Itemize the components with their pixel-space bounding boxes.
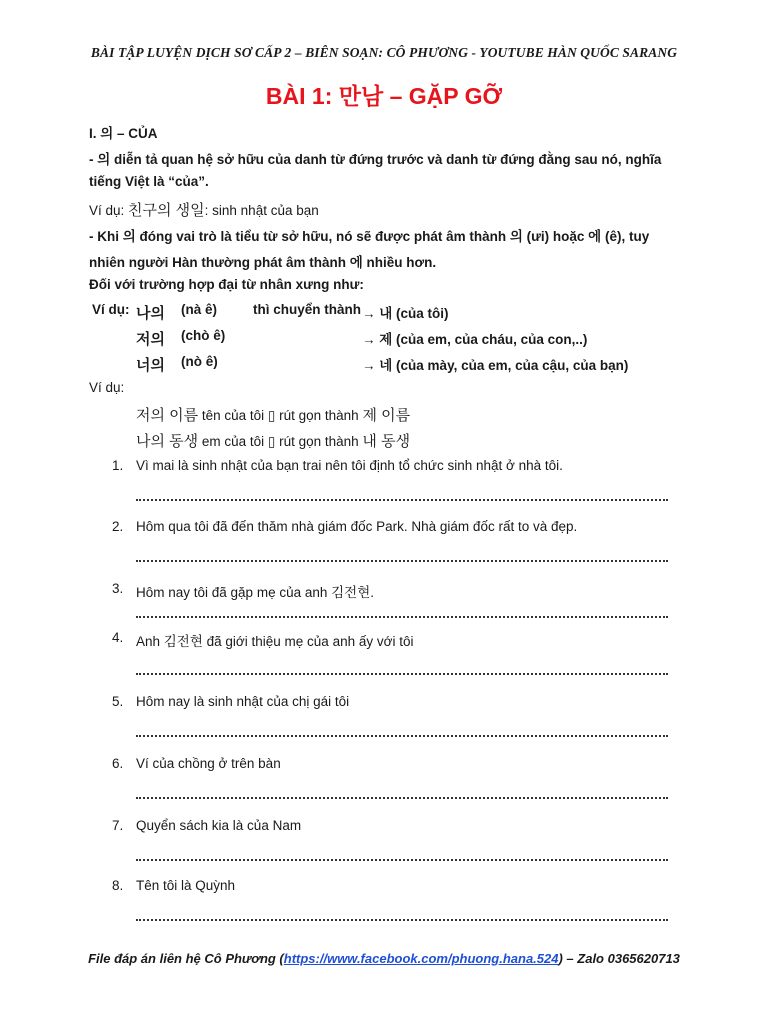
pronoun-row-3 — [0, 354, 768, 374]
exercise-number: 8. — [112, 878, 124, 893]
exercise-number: 4. — [112, 630, 124, 645]
pronoun-pronunciation: (nò ê) — [181, 354, 218, 369]
pronoun-connector: thì chuyển thành — [253, 302, 361, 317]
exercise-text: Hôm qua tôi đã đến thăm nhà giám đốc Park. Nhà giám đốc rất to và đẹp. — [136, 519, 578, 534]
facebook-link[interactable]: https://www.facebook.com/phuong.hana.524 — [283, 951, 559, 966]
short-example-contracted: 제 이름 — [362, 407, 411, 424]
paragraph-3: Đối với trường hợp đại từ nhân xưng như: — [89, 277, 364, 292]
footer-suffix: ) – Zalo 0365620713 — [558, 951, 680, 966]
exercise-text: Hôm nay tôi đã gặp mẹ của anh 김전현. — [136, 585, 374, 600]
answer-line[interactable] — [136, 793, 668, 799]
exercise-text: Anh 김전현 đã giới thiệu mẹ của anh ấy với tôi — [136, 634, 414, 649]
pronoun-word: 저의 — [136, 331, 165, 348]
footer-prefix: File đáp án liên hệ Cô Phương ( — [88, 951, 284, 966]
short-example-korean: 저의 이름 — [136, 407, 199, 424]
pronoun-pronunciation: (nà ê) — [181, 302, 218, 317]
short-example-vietnamese: em của tôi ▯ rút gọn thành — [198, 434, 363, 449]
exercise-text: Vì mai là sinh nhật của bạn trai nên tôi định tổ chức sinh nhật ở nhà tôi. — [136, 458, 563, 473]
short-example-korean: 나의 동생 — [136, 433, 199, 450]
exercise-number: 7. — [112, 818, 124, 833]
section-heading: I. 의 – CỦA — [89, 126, 158, 141]
short-example-contracted: 내 동생 — [362, 433, 411, 450]
pronoun-row-1 — [0, 302, 768, 322]
exercise-number: 6. — [112, 756, 124, 771]
paragraph-1-line-1: - 의 diễn tả quan hệ sở hữu của danh từ đứng trước và danh từ đứng đằng sau nó, nghĩa — [89, 152, 662, 167]
lesson-title: BÀI 1: 만남 – GẶP GỠ — [265, 83, 503, 109]
examples-label: Ví dụ: — [89, 380, 125, 395]
example-1-label: Ví dụ: — [89, 203, 129, 218]
exercise-number: 1. — [112, 458, 124, 473]
short-example-vietnamese: tên của tôi ▯ rút gọn thành — [198, 408, 363, 423]
answer-line[interactable] — [136, 556, 668, 562]
pronoun-result: → 제 (của em, của cháu, của con,..) — [362, 332, 588, 347]
pronoun-pronunciation: (chò ê) — [181, 328, 226, 343]
paragraph-2-line-2: nhiên người Hàn thường phát âm thành 에 nhiều hơn. — [89, 255, 437, 270]
footer — [0, 951, 768, 966]
pronoun-example-label: Ví dụ: — [92, 302, 130, 317]
pronoun-result: → 네 (của mày, của em, của cậu, của bạn) — [362, 358, 629, 373]
exercise-number: 3. — [112, 581, 124, 596]
exercise-text: Tên tôi là Quỳnh — [136, 878, 236, 893]
example-1 — [89, 199, 319, 220]
answer-line[interactable] — [136, 855, 668, 861]
answer-line[interactable] — [136, 612, 668, 618]
document-header: BÀI TẬP LUYỆN DỊCH SƠ CẤP 2 – BIÊN SOẠN: CÔ PHƯƠNG - YOUTUBE HÀN QUỐC SARANG — [90, 45, 678, 60]
paragraph-2-line-1: - Khi 의 đóng vai trò là tiểu từ sở hữu, nó sẽ được phát âm thành 의 (ưi) hoặc 에 (ê), tuy — [89, 229, 650, 244]
exercise-number: 2. — [112, 519, 124, 534]
short-example-1 — [136, 404, 410, 425]
answer-line[interactable] — [136, 915, 668, 921]
exercise-text: Hôm nay là sinh nhật của chị gái tôi — [136, 694, 350, 709]
answer-line[interactable] — [136, 669, 668, 675]
pronoun-word: 너의 — [136, 357, 165, 374]
exercise-number: 5. — [112, 694, 124, 709]
answer-line[interactable] — [136, 731, 668, 737]
pronoun-row-2 — [0, 328, 768, 348]
pronoun-word: 나의 — [136, 305, 165, 322]
pronoun-result: → 내 (của tôi) — [362, 306, 449, 321]
exercise-text: Quyển sách kia là của Nam — [136, 818, 302, 833]
exercise-text: Ví của chồng ở trên bàn — [136, 756, 281, 771]
example-1-vietnamese: : sinh nhật của bạn — [204, 203, 319, 218]
short-example-2 — [136, 430, 410, 451]
answer-line[interactable] — [136, 495, 668, 501]
example-1-korean: 친구의 생일 — [128, 202, 205, 219]
paragraph-1-line-2: tiếng Việt là “của”. — [89, 174, 209, 189]
